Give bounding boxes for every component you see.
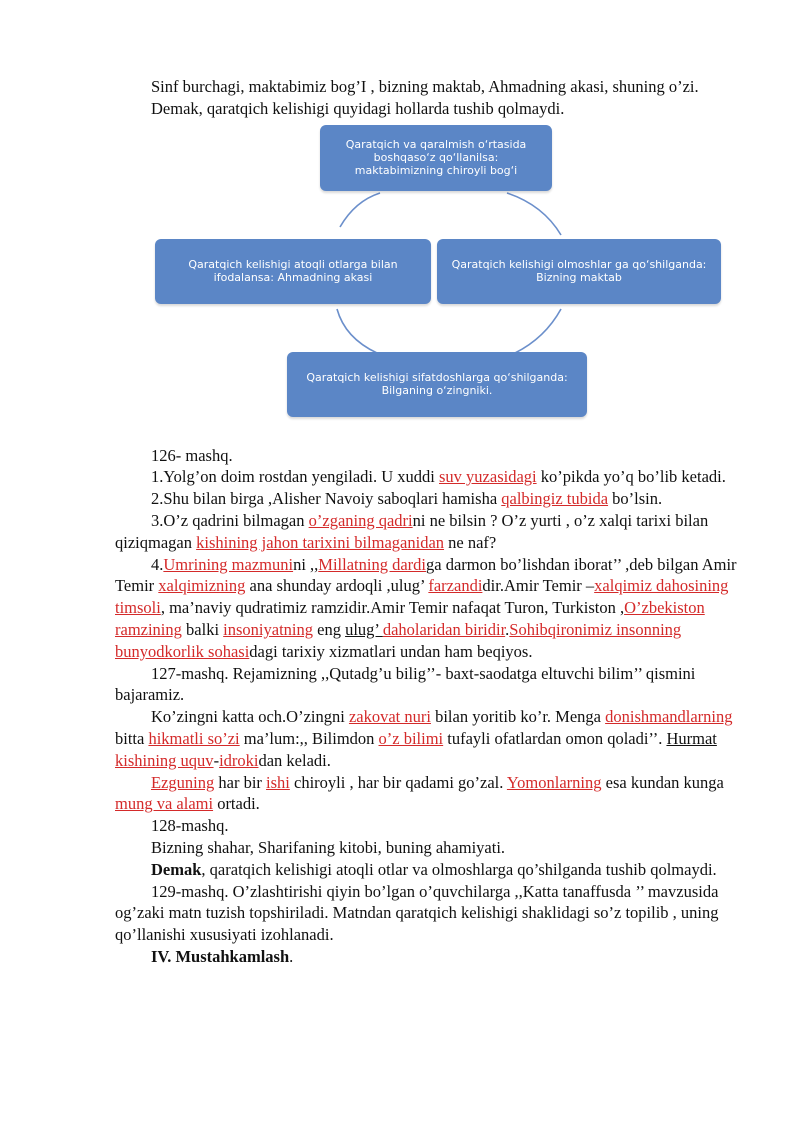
highlight: qalbingiz tubida — [501, 489, 609, 509]
text: , qaratqich kelishigi atoqli otlar va olmoshlarga qo’shilganda tushib qolmaydi. — [201, 859, 717, 879]
text: eng — [313, 619, 346, 639]
highlight: insoniyatning — [223, 619, 313, 639]
text: bilan yoritib ko’r. Menga — [430, 707, 606, 727]
intro-paragraph-2: Demak, qaratqich kelishigi quyidagi hollarda tushib qolmaydi. — [151, 98, 565, 118]
text: Ko’zingni katta och.O’zingni — [151, 707, 349, 727]
highlight: hikmatli so’zi — [148, 728, 240, 748]
exercise-127-paragraph-1 — [115, 706, 745, 771]
exercise-128-paragraph-2 — [115, 859, 745, 881]
exercise-126-sentence-1 — [115, 466, 745, 488]
text: dan keladi. — [258, 750, 331, 770]
underlined: ulug’ — [345, 619, 383, 639]
highlight: idroki — [219, 750, 259, 770]
highlight: mung va alami — [115, 794, 214, 814]
diagram-box-left: Qaratqich kelishigi atoqli otlarga bilan ifodalansa: Ahmadning akasi — [155, 239, 431, 304]
highlight: daholaridan biridir — [382, 619, 506, 639]
text: - — [213, 750, 220, 770]
bold-word: Demak — [151, 859, 202, 879]
section-heading — [115, 946, 745, 968]
highlight: Umrining mazmuni — [163, 554, 294, 574]
text: dir.Amir Temir – — [482, 576, 595, 596]
text: chiroyli , har bir qadami go’zal. — [289, 772, 507, 792]
text: ortadi. — [213, 794, 260, 814]
diagram-box-top: Qaratqich va qaralmish o‘rtasida boshqaso‘z qo‘llanilsa: maktabimizning chiroyli bog‘i — [320, 125, 552, 191]
highlight: kishining jahon tarixini bilmaganidan — [196, 532, 445, 552]
highlight: farzandi — [428, 576, 483, 596]
highlight: Ezguning — [151, 772, 215, 792]
text: tufayli ofatlardan omon qoladi’’. — [443, 728, 667, 748]
exercise-128-heading: 128-mashq. — [151, 816, 229, 836]
text: ni ,, — [293, 554, 319, 574]
highlight: o’zganing qadri — [308, 510, 413, 530]
text: ko’pikda yo’q bo’lib ketadi. — [536, 467, 726, 487]
document-page — [115, 76, 745, 968]
text: 3.O’z qadrini bilmagan — [151, 510, 309, 530]
text: bitta — [115, 728, 149, 748]
diagram-box-right: Qaratqich kelishigi olmoshlar ga qo‘shilganda: Bizning maktab — [437, 239, 721, 304]
text: ni ne bilsin ? O’z yurti , o’z xalqi tarixi bilan qiziqmagan — [115, 510, 709, 552]
text: ne naf? — [444, 532, 497, 552]
text: esa kundan kunga — [601, 772, 724, 792]
text: . — [505, 619, 510, 639]
highlight: ishi — [266, 772, 290, 792]
exercise-127-heading: 127-mashq. Rejamizning ,,Qutadg’u bilig’’- baxt-saodatga eltuvchi bilim’’ qismini bajaramiz. — [115, 663, 696, 705]
intro-paragraph-1: Sinf burchagi, maktabimiz bog’I , bizning maktab, Ahmadning akasi, shuning o’zi. — [151, 77, 699, 96]
highlight: o’z bilimi — [378, 728, 444, 748]
diagram-box-bottom: Qaratqich kelishigi sifatdoshlarga qo‘shilganda: Bilganing o‘zingniki. — [287, 352, 587, 417]
text: ana shunday ardoqli ,ulug’ — [245, 576, 429, 596]
exercise-129-paragraph: 129-mashq. O’zlashtirishi qiyin bo’lgan o’quvchilarga ,,Katta tanaffusda ’’ mavzusida og’zaki matn tuzish topshiriladi. Matndan qaratqich kelishigi shaklidagi so’z topilib , uning qo’llanishi xususiyati izohlanadi. — [115, 881, 719, 945]
exercise-126-sentence-2 — [115, 488, 745, 510]
text: . — [289, 946, 294, 966]
exercise-127-paragraph-2 — [115, 772, 745, 816]
text: , ma’naviy qudratimiz ramzidir.Amir Temir nafaqat Turon, Turkiston , — [160, 598, 625, 618]
highlight: zakovat nuri — [348, 707, 431, 727]
text: har bir — [214, 772, 267, 792]
text: 2.Shu bilan birga ,Alisher Navoiy saboqlari hamisha — [151, 489, 502, 509]
exercise-126-heading: 126- mashq. — [151, 445, 233, 465]
highlight: Sohibqironimiz insonning bunyodkorlik sohasi — [115, 619, 682, 661]
text: ga darmon bo’lishdan iborat’’ ,deb bilgan Amir Temir — [115, 554, 737, 596]
highlight: Millatning dardi — [318, 554, 426, 574]
underlined: Hurmat — [666, 728, 717, 748]
highlight: suv yuzasidagi — [439, 467, 537, 487]
cycle-diagram — [115, 123, 745, 435]
text: balki — [181, 619, 224, 639]
highlight: xalqimizning — [158, 576, 246, 596]
text: bo’lsin. — [608, 489, 663, 509]
highlight: xalqimiz dahosining timsoli — [115, 576, 729, 618]
highlight: O’zbekiston ramzining — [115, 598, 705, 639]
text: 4. — [151, 554, 164, 574]
text: 1.Yolg’on doim rostdan yengiladi. U xuddi — [151, 467, 439, 487]
exercise-128-paragraph-1: Bizning shahar, Sharifaning kitobi, buning ahamiyati. — [151, 837, 506, 857]
highlight: Yomonlarning — [506, 772, 602, 792]
highlight: kishining uquv — [115, 750, 214, 770]
exercise-126-sentence-3 — [115, 510, 745, 554]
text: ma’lum:,, Bilimdon — [239, 728, 379, 748]
exercise-126-sentence-4 — [115, 554, 745, 663]
text: dagi tarixiy xizmatlari undan ham beqiyos. — [249, 641, 533, 661]
section-title: IV. Mustahkamlash — [151, 946, 290, 966]
highlight: donishmandlarning — [605, 707, 733, 727]
